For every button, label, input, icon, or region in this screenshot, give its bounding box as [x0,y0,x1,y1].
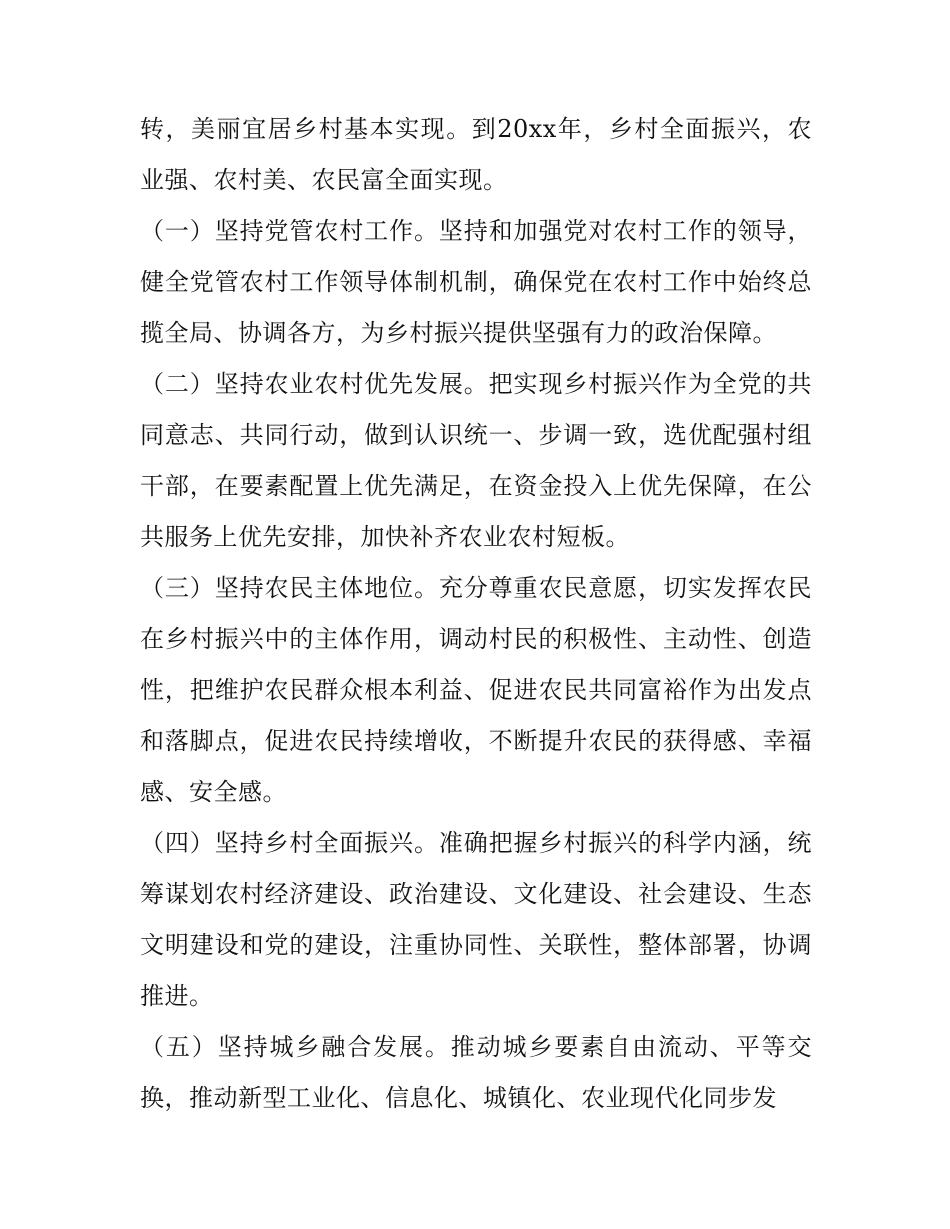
paragraph-point-4: （四）坚持乡村全面振兴。准确把握乡村振兴的科学内涵，统筹谋划农村经济建设、政治建设、文化建设、社会建设、生态文明建设和党的建设，注重协同性、关联性，整体部署，协调推进。 [140,829,812,1010]
paragraph-continuation: 转，美丽宜居乡村基本实现。到20xx年，乡村全面振兴，农业强、农村美、农民富全面实现。 [140,115,812,194]
paragraph-point-3: （三）坚持农民主体地位。充分尊重农民意愿，切实发挥农民在乡村振兴中的主体作用，调动村民的积极性、主动性、创造性，把维护农民群众根本利益、促进农民共同富裕作为出发点和落脚点，促进农民持续增收，不断提升农民的获得感、幸福感、安全感。 [140,574,812,806]
paragraph-point-1: （一）坚持党管农村工作。坚持和加强党对农村工作的领导，健全党管农村工作领导体制机制，确保党在农村工作中始终总揽全局、协调各方，为乡村振兴提供坚强有力的政治保障。 [140,217,812,347]
paragraph-point-5: （五）坚持城乡融合发展。推动城乡要素自由流动、平等交换，推动新型工业化、信息化、城镇化、农业现代化同步发 [140,1033,812,1112]
document-body [140,104,812,1124]
paragraph-point-2: （二）坚持农业农村优先发展。把实现乡村振兴作为全党的共同意志、共同行动，做到认识统一、步调一致，选优配强村组干部，在要素配置上优先满足，在资金投入上优先保障，在公共服务上优先安排，加快补齐农业农村短板。 [140,370,812,551]
